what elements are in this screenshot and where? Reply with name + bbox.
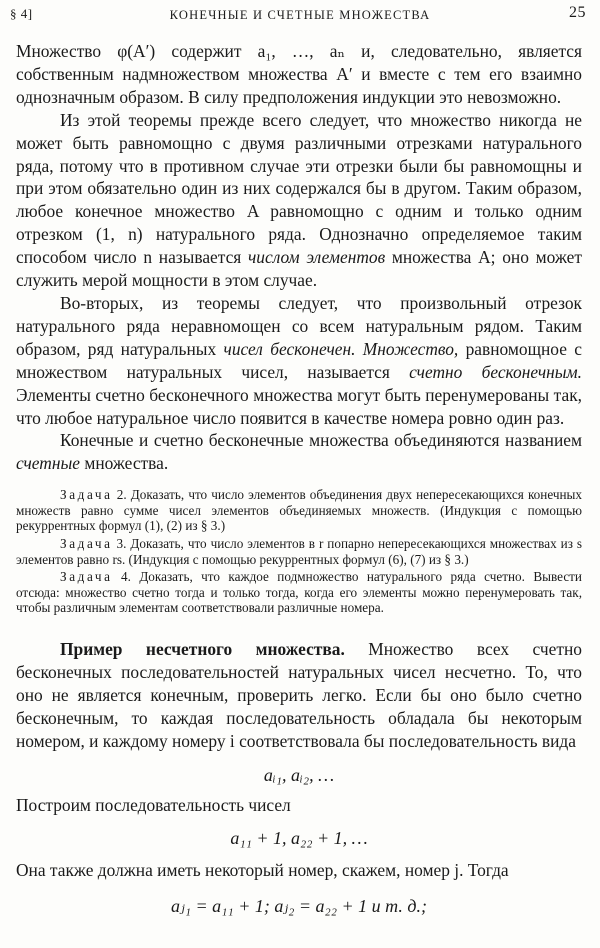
emphasis-term: числом элементов <box>248 247 386 268</box>
problems-block <box>16 487 582 616</box>
formula-sequence: aᵢ₁, aᵢ₂, … <box>263 764 335 785</box>
emphasis-term: счетно бесконечным. <box>409 361 582 382</box>
problem-3: Задача 3. Доказать, что число элементов в r попарно непересекающихся множествах из s элементов равно rs. (Индукция с помощью рекуррентных формул (6), (7) из § 3.) <box>16 536 582 567</box>
example-paragraph: Пример несчетного множества. Множество всех счетно бесконечных последовательностей натуральных чисел несчетно. То, что оно не является конечным, проверить легко. Если бы оно было счетно бесконечным, то каждая последовательность обладала бы некоторым номером, и каждому номеру i соответствовала бы последовательность вида <box>16 638 582 751</box>
number-j-paragraph: Она также должна иметь некоторый номер, скажем, номер j. Тогда <box>16 860 509 881</box>
paragraph-2: Из этой теоремы прежде всего следует, что множество никогда не может быть равномощно с двумя различными отрезками натурального ряда, потому что в противном случае эти отрезки были бы равномощны и при этом обязательно один из них содержался бы в другом. Таким образом, любое конечное множество A равномощно с одним и только одним отрезком (1, n) натурального ряда. Однозначно определяемое таким способом число n называется числом элементов множества A; оно может служить мерой мощности в этом случае. <box>16 109 582 291</box>
paragraph-1: Множество φ(A′) содержит a₁, …, aₙ и, следовательно, является собственным надмножеством множества A′ и вместе с тем его взаимно однозначным образом. В силу предположения индукции это невозможно. <box>16 41 582 107</box>
example-heading: Пример несчетного множества. <box>60 638 345 659</box>
problem-4: Задача 4. Доказать, что каждое подмножество натурального ряда счетно. Вывести отсюда: множество счетно тогда и только тогда, когда его элементы можно перенумеровать так, чтобы различным элементам соответствовали различные номера. <box>16 569 582 616</box>
problem-2: Задача 2. Доказать, что число элементов объединения двух непересекающихся конечных множеств равно сумме чисел элементов объединяемых множеств. (Индукция с помощью рекуррентных формул (1), (2) из § 3.) <box>16 487 582 534</box>
running-title: КОНЕЧНЫЕ И СЧЕТНЫЕ МНОЖЕСТВА <box>169 8 431 22</box>
formula-diagonal: a₁₁ + 1, a₂₂ + 1, … <box>230 828 368 849</box>
paragraph-4: Конечные и счетно бесконечные множества объединяются названием счетные множества. <box>16 430 582 474</box>
formula-equalities: aⱼ₁ = a₁₁ + 1; aⱼ₂ = a₂₂ + 1 и т. д.; <box>171 896 427 917</box>
paragraph-3: Во-вторых, из теоремы следует, что произвольный отрезок натурального ряда неравномощен со всем натуральным рядом. Таким образом, ряд натуральных чисел бесконечен. Множество, равномощное с множеством натуральных чисел, называется счетно бесконечным. Элементы счетно бесконечного множества могут быть перенумерованы так, что любое натуральное число появится в качестве номера ровно один раз. <box>16 292 582 428</box>
section-marker: § 4] <box>10 6 33 21</box>
page-body <box>16 40 582 917</box>
emphasis-term: чисел бесконечен. Множество, <box>223 338 459 359</box>
emphasis-term: счетные <box>16 453 80 474</box>
page-number: 25 <box>569 4 586 21</box>
construct-line: Построим последовательность чисел <box>16 794 291 815</box>
